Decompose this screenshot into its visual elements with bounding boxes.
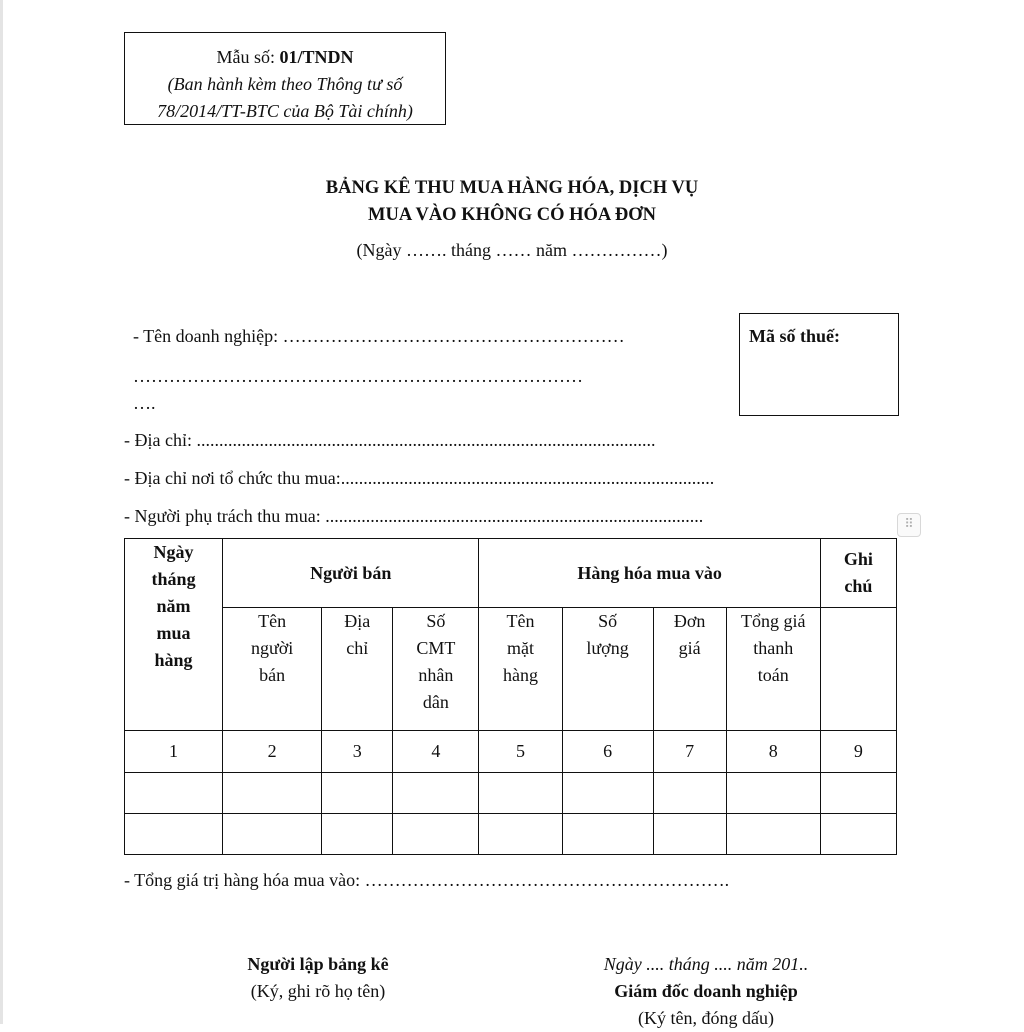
tax-code-label: Mã số thuế: bbox=[749, 326, 840, 346]
preparer-title: Người lập bảng kê bbox=[247, 954, 389, 974]
column-number: 8 bbox=[726, 731, 820, 773]
col-quantity: Số lượng bbox=[562, 608, 653, 731]
preparer-note: (Ký, ghi rõ họ tên) bbox=[250, 981, 386, 1001]
col-item-name: Tên mặt hàng bbox=[479, 608, 562, 731]
column-number: 4 bbox=[393, 731, 479, 773]
table-cell[interactable] bbox=[223, 773, 322, 814]
form-code-prefix: Mẫu số: bbox=[216, 47, 280, 67]
table-cell[interactable] bbox=[726, 814, 820, 855]
preparer-signature-block bbox=[210, 951, 426, 1005]
table-cell[interactable] bbox=[393, 814, 479, 855]
col-note: Ghi chú bbox=[820, 539, 896, 608]
table-row[interactable] bbox=[125, 814, 897, 855]
form-note-line2: 78/2014/TT-BTC của Bộ Tài chính) bbox=[157, 101, 413, 121]
table-cell[interactable] bbox=[393, 773, 479, 814]
column-number: 7 bbox=[653, 731, 726, 773]
document-title bbox=[0, 175, 1024, 229]
form-note-line1: (Ban hành kèm theo Thông tư số bbox=[167, 74, 403, 94]
company-name-continuation-end: …. bbox=[133, 393, 156, 413]
column-number: 9 bbox=[820, 731, 896, 773]
company-name-field[interactable]: - Tên doanh nghiệp: ………………………………………………… bbox=[133, 326, 625, 346]
purchase-manager-field[interactable]: - Người phụ trách thu mua: .................................................................................... bbox=[124, 506, 704, 526]
director-title: Giám đốc doanh nghiệp bbox=[614, 981, 798, 1001]
title-line1: BẢNG KÊ THU MUA HÀNG HÓA, DỊCH VỤ bbox=[325, 178, 699, 198]
column-number: 6 bbox=[562, 731, 653, 773]
table-cell[interactable] bbox=[479, 773, 562, 814]
date-line: (Ngày ……. tháng …… năm ……………) bbox=[356, 240, 668, 260]
table-cell[interactable] bbox=[820, 814, 896, 855]
table-cell[interactable] bbox=[653, 773, 726, 814]
group-goods: Hàng hóa mua vào bbox=[479, 539, 820, 608]
purchase-table bbox=[124, 538, 897, 855]
page-edge bbox=[0, 0, 3, 1024]
col-unit-price: Đơn giá bbox=[653, 608, 726, 731]
table-row[interactable] bbox=[125, 773, 897, 814]
table-cell[interactable] bbox=[820, 773, 896, 814]
table-cell[interactable] bbox=[322, 814, 393, 855]
table-cell[interactable] bbox=[562, 773, 653, 814]
table-cell[interactable] bbox=[322, 773, 393, 814]
table-cell[interactable] bbox=[653, 814, 726, 855]
col-total-payment: Tổng giá thanh toán bbox=[726, 608, 820, 731]
column-number: 1 bbox=[125, 731, 223, 773]
table-subheader-row bbox=[125, 608, 897, 731]
form-number-box bbox=[124, 32, 446, 125]
col-seller-name: Tên người bán bbox=[223, 608, 322, 731]
col-seller-id: Số CMT nhân dân bbox=[393, 608, 479, 731]
col-purchase-date: Ngày tháng năm mua hàng bbox=[125, 539, 223, 731]
total-value-field[interactable]: - Tổng giá trị hàng hóa mua vào: ……………………………………………………. bbox=[124, 870, 730, 890]
company-name-continuation[interactable]: ………………………………………………………………… bbox=[133, 366, 583, 386]
table-cell[interactable] bbox=[125, 773, 223, 814]
title-line2: MUA VÀO KHÔNG CÓ HÓA ĐƠN bbox=[368, 205, 656, 225]
column-number: 5 bbox=[479, 731, 562, 773]
form-code: 01/TNDN bbox=[279, 47, 354, 67]
director-signature-block bbox=[560, 951, 852, 1032]
drag-handle-icon[interactable]: ⠿ bbox=[897, 513, 921, 537]
tax-code-box[interactable] bbox=[739, 313, 899, 416]
table-cell[interactable] bbox=[726, 773, 820, 814]
purchase-address-field[interactable]: - Địa chỉ nơi tổ chức thu mua:................................................................................... bbox=[124, 468, 715, 488]
col-note-blank bbox=[820, 608, 896, 731]
table-cell[interactable] bbox=[125, 814, 223, 855]
signature-date: Ngày .... tháng .... năm 201.. bbox=[603, 954, 809, 974]
column-number: 3 bbox=[322, 731, 393, 773]
table-cell[interactable] bbox=[223, 814, 322, 855]
table-header-row bbox=[125, 539, 897, 608]
col-seller-address: Địa chỉ bbox=[322, 608, 393, 731]
address-field[interactable]: - Địa chỉ: ...................................................................................................... bbox=[124, 430, 656, 450]
group-seller: Người bán bbox=[223, 539, 479, 608]
director-note: (Ký tên, đóng dấu) bbox=[638, 1008, 774, 1028]
table-cell[interactable] bbox=[562, 814, 653, 855]
column-number-row bbox=[125, 731, 897, 773]
table-cell[interactable] bbox=[479, 814, 562, 855]
column-number: 2 bbox=[223, 731, 322, 773]
